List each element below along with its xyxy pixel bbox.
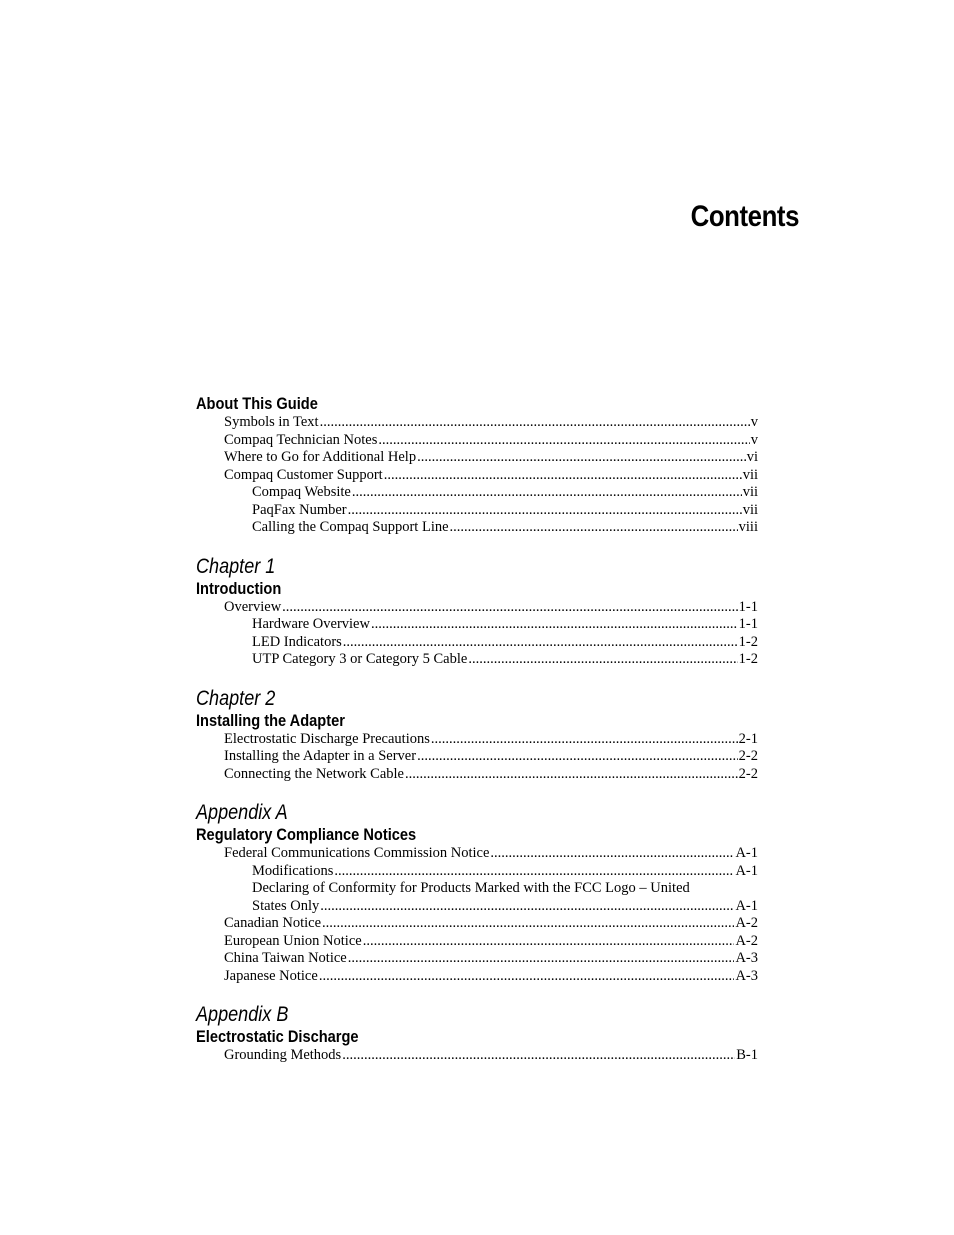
toc-entry-page-number: 2-2 <box>738 765 758 782</box>
toc-entry[interactable] <box>196 968 758 986</box>
dot-leader <box>417 748 738 766</box>
dot-leader <box>468 651 737 669</box>
toc-entry-label: States Only <box>252 897 320 914</box>
toc-entry-label: LED Indicators <box>252 633 342 650</box>
toc-entry-page-number: vii <box>742 484 758 500</box>
toc-entry-label: European Union Notice <box>224 932 362 949</box>
toc-entry-page-number: viii <box>738 519 758 535</box>
toc-entry-list <box>196 845 758 985</box>
toc-entry-page-number: vii <box>742 466 758 483</box>
toc-entry[interactable] <box>196 731 758 749</box>
dot-leader <box>334 863 734 881</box>
dot-leader <box>352 484 742 502</box>
section-title: Installing the Adapter <box>196 710 345 730</box>
toc-entry-page-number: vii <box>742 501 758 518</box>
dot-leader <box>490 845 734 863</box>
toc-entry-page-number: v <box>750 431 758 448</box>
dot-leader <box>282 599 737 617</box>
toc-entry-page-number: A-3 <box>735 967 758 984</box>
toc-entry-page-number: A-2 <box>735 932 758 949</box>
toc-entry-page-number: 1-1 <box>738 616 758 632</box>
toc-entry-page-number: A-3 <box>735 950 758 966</box>
dot-leader <box>343 634 738 652</box>
dot-leader <box>378 432 749 450</box>
dot-leader <box>405 766 738 784</box>
toc-entry[interactable] <box>196 634 758 652</box>
chapter-label: Chapter 1 <box>196 554 276 578</box>
toc-section <box>196 555 758 669</box>
toc-entry[interactable] <box>196 933 758 951</box>
chapter-label: Appendix A <box>196 801 288 824</box>
toc-entry-label: Calling the Compaq Support Line <box>252 519 449 535</box>
dot-leader <box>384 467 742 485</box>
dot-leader <box>348 502 742 520</box>
section-title: Regulatory Compliance Notices <box>196 825 417 844</box>
toc-entry-text-line: Declaring of Conformity for Products Marked with the FCC Logo – United <box>252 880 690 896</box>
page-title: Contents <box>690 200 799 233</box>
toc-entry-list <box>196 414 758 537</box>
toc-entry-page-number: 1-1 <box>738 598 758 615</box>
dot-leader <box>431 731 738 749</box>
toc-entry-page-number: vi <box>746 449 758 465</box>
toc-entry[interactable] <box>196 766 758 784</box>
toc-entry-page-number: 1-2 <box>738 651 758 667</box>
toc-section <box>196 1003 758 1065</box>
toc-entry[interactable] <box>196 863 758 881</box>
toc-entry[interactable] <box>196 651 758 669</box>
dot-leader <box>371 616 738 634</box>
dot-leader <box>417 449 746 467</box>
toc-entry-label: UTP Category 3 or Category 5 Cable <box>252 651 468 667</box>
toc-entry-page-number: A-1 <box>735 845 758 861</box>
dot-leader <box>348 950 735 968</box>
dot-leader <box>319 968 735 986</box>
toc-entry[interactable] <box>196 414 758 432</box>
toc-entry[interactable] <box>196 449 758 467</box>
toc-entry-page-number: 1-2 <box>738 633 758 650</box>
section-title: About This Guide <box>196 394 318 413</box>
toc-entry-label: Connecting the Network Cable <box>224 765 404 782</box>
chapter-label: Chapter 2 <box>196 686 276 710</box>
chapter-label: Appendix B <box>196 1003 289 1026</box>
toc-entry-page-number: A-1 <box>735 862 758 879</box>
toc-entry[interactable] <box>196 502 758 520</box>
toc-entry-label: Canadian Notice <box>224 915 322 931</box>
toc-entry-page-number: v <box>750 414 758 430</box>
toc-entry-label: Grounding Methods <box>224 1047 342 1063</box>
section-title: Electrostatic Discharge <box>196 1027 359 1046</box>
dot-leader <box>450 519 738 537</box>
dot-leader <box>320 898 734 916</box>
toc-entry-label: Installing the Adapter in a Server <box>224 748 417 764</box>
toc-entry[interactable] <box>196 898 758 916</box>
toc-section <box>196 394 758 537</box>
toc-entry-label: PaqFax Number <box>252 501 347 518</box>
toc-entry-list <box>196 1047 758 1065</box>
toc-section <box>196 801 758 985</box>
toc-entry[interactable] <box>196 467 758 485</box>
section-title: Introduction <box>196 578 282 598</box>
toc-entry-label: Hardware Overview <box>252 616 370 632</box>
toc-entry[interactable] <box>196 915 758 933</box>
toc-entry-page-number: A-2 <box>735 915 758 931</box>
toc-entry-label: Overview <box>224 598 282 615</box>
toc-entry-label: Compaq Website <box>252 484 351 500</box>
toc-entry-label: Electrostatic Discharge Precautions <box>224 730 430 747</box>
toc-entry[interactable] <box>196 1047 758 1065</box>
toc-entry-label: Compaq Technician Notes <box>224 431 378 448</box>
toc-entry-label: Where to Go for Additional Help <box>224 449 417 465</box>
table-of-contents <box>196 394 758 1083</box>
toc-entry[interactable] <box>196 616 758 634</box>
toc-entry-page-number: 2-2 <box>738 748 758 764</box>
dot-leader <box>342 1047 735 1065</box>
toc-entry[interactable] <box>196 599 758 617</box>
dot-leader <box>320 414 750 432</box>
toc-entry-list <box>196 599 758 669</box>
toc-entry[interactable] <box>196 748 758 766</box>
toc-entry-page-number: A-1 <box>735 897 758 914</box>
toc-entry-list <box>196 731 758 784</box>
toc-entry-label: China Taiwan Notice <box>224 950 347 966</box>
toc-entry[interactable] <box>196 845 758 863</box>
dot-leader <box>322 915 734 933</box>
toc-entry[interactable] <box>196 950 758 968</box>
toc-entry-label: Japanese Notice <box>224 967 318 984</box>
toc-entry-label: Federal Communications Commission Notice <box>224 845 490 861</box>
toc-entry-label: Symbols in Text <box>224 414 319 430</box>
toc-entry[interactable] <box>196 484 758 502</box>
toc-entry-page-number: B-1 <box>736 1047 758 1063</box>
toc-entry-label: Compaq Customer Support <box>224 466 383 483</box>
toc-entry-label: Modifications <box>252 862 334 879</box>
toc-entry[interactable] <box>196 519 758 537</box>
toc-entry[interactable] <box>196 432 758 450</box>
toc-section <box>196 687 758 784</box>
dot-leader <box>363 933 735 951</box>
toc-entry-page-number: 2-1 <box>738 730 758 747</box>
